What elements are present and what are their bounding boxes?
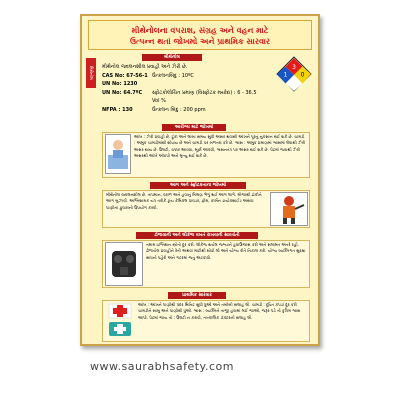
- section-banner-spill: ઢોળાવાની અને લીકેજ વખતે રાખવાની સાવચેતી: [136, 232, 258, 239]
- website-watermark: www.saurabhsafety.com: [90, 360, 234, 373]
- nfpa-flammability: 3: [292, 64, 296, 71]
- prop-label: NFPA : 130: [102, 106, 133, 113]
- prop-label: UN No: 1230: [102, 81, 138, 87]
- safety-poster: [80, 14, 320, 346]
- intro-text: મીથેનોલ જ્વલનશીલ પ્રવાહી અને ઝેરી છે.: [102, 64, 188, 70]
- breathing-apparatus-icon: [106, 243, 142, 285]
- person-icon: [106, 135, 130, 173]
- poster-title-line2: ઉત્પન્ન થતાં જોખમો અને પ્રાથમિક સારવાર: [129, 37, 271, 46]
- prop-value: ઉત્કલન બિંદુ : 200 ppm: [152, 106, 206, 113]
- health-hazard-illustration: [105, 134, 131, 174]
- nfpa-diamond-icon: [276, 56, 312, 92]
- health-text: આંખ : ઝેરી પ્રવાહી છે. ટૂંકા અને લાંબા સમય સુધી અસર થવાથી આંખને પૂરતું નુકસાન થઈ શકે છે. ચામડી : અમુક ચામડીમાંથી શોષાય છે અને ચામડી પર બળતરા કરે છે. શ્વાસ : અમુક પ્રમાણમાં શ્વાસમાં લેવાથી ઝેરી અસર થાય છે. ઉલટી, ચક્કર આવવા, મૂર્છા આવવી, શ્વસનતંત્ર પર અસર થઈ શકે છે. પેટમાં જવાથી ઝેરી અસરથી આંખે અંધાપો અને મૃત્યુ થઈ શકે છે.: [134, 134, 306, 159]
- prop-value: સ્ફોટકોલોચિત પ્રમાણ (વિસ્ફોટક મર્યાદા) : 6 - 36.5 Vol %: [152, 89, 257, 104]
- poster-title: [88, 20, 312, 50]
- spill-text: તમામ ઇગ્નિશન સ્ત્રોતો દૂર કરો. લીકેજ થયેલ જગ્યાને હવાઉજાસ કરો અને સલામત અંતરે રહો. ઢોળાયેલ પ્રવાહીને રેતી અથવા માટીથી શોષી લો અને યોગ્ય રીતે નિકાલ કરો. યોગ્ય વ્યક્તિગત સુરક્ષા સાધનો પહેરો અને ગટરમાં જતું અટકાવો.: [146, 242, 306, 260]
- nfpa-instability: 0: [300, 71, 305, 79]
- chemical-properties: [102, 63, 262, 114]
- section-banner-chemical: મીથેનોલ: [142, 54, 202, 61]
- poster-title-line1: મીથેનોલના વપરાશ, સંગ્રહ અને વહન માટે: [131, 26, 269, 35]
- protective-gear-illustration: [105, 242, 143, 286]
- section-banner-fire: આગ અને સ્ફોટકતાના જોખમો: [150, 182, 246, 189]
- section-banner-health: આરોગ્ય માટે જોખમો: [162, 124, 226, 131]
- section-banner-firstaid: પ્રાથમિક સારવાર: [168, 292, 226, 299]
- fire-text: મીથેનોલ જ્વલનશીલ છે. તાપમાન, વરાળ અને હવાનું મિશ્રણ ભેગું થઈ આગ લાગે. મોજાથી ઢાંકીને આગ બુઝાવો. અગ્નિશામક યંત્ર તરીકે ડ્રાય કેમિકલ પાવડર, ફોમ, કાર્બન ડાયોક્સાઈડ અથવા પાણીના ફુવારાનો ઉપયોગ કરવો.: [106, 192, 262, 210]
- nfpa-health: 1: [283, 71, 288, 79]
- firstaid-text: આંખ : આંખને પાણીથી પંદર મિનિટ સુધી ધુઓ અને તબીબી સલાહ લો. ચામડી : દૂષિત કપડાં દૂર કરી ચામડીને સાબુ અને પાણીથી ધુઓ. શ્વાસ : વ્યક્તિને તાજી હવામાં લઈ જાઓ, જરૂર પડે તો કૃત્રિમ શ્વાસ આપો. પેટમાં જાય તો : ઉલટી ન કરાવો, તાત્કાલિક ડૉક્ટરની સલાહ લો.: [138, 302, 301, 320]
- firefighter-illustration: [270, 192, 308, 226]
- prop-value: ઉત્કલનબિંદુ : 10ºC: [152, 72, 194, 79]
- prop-label: CAS No: 67-56-1: [102, 72, 148, 79]
- medical-cross-icon: [105, 302, 135, 340]
- prop-label: UN No: 64.7ºC: [102, 89, 143, 96]
- chemical-name-strip: મિથેનોલ: [86, 58, 96, 88]
- first-aid-illustration: [105, 302, 135, 340]
- prop-value: [152, 80, 262, 89]
- firefighter-icon: [271, 193, 307, 225]
